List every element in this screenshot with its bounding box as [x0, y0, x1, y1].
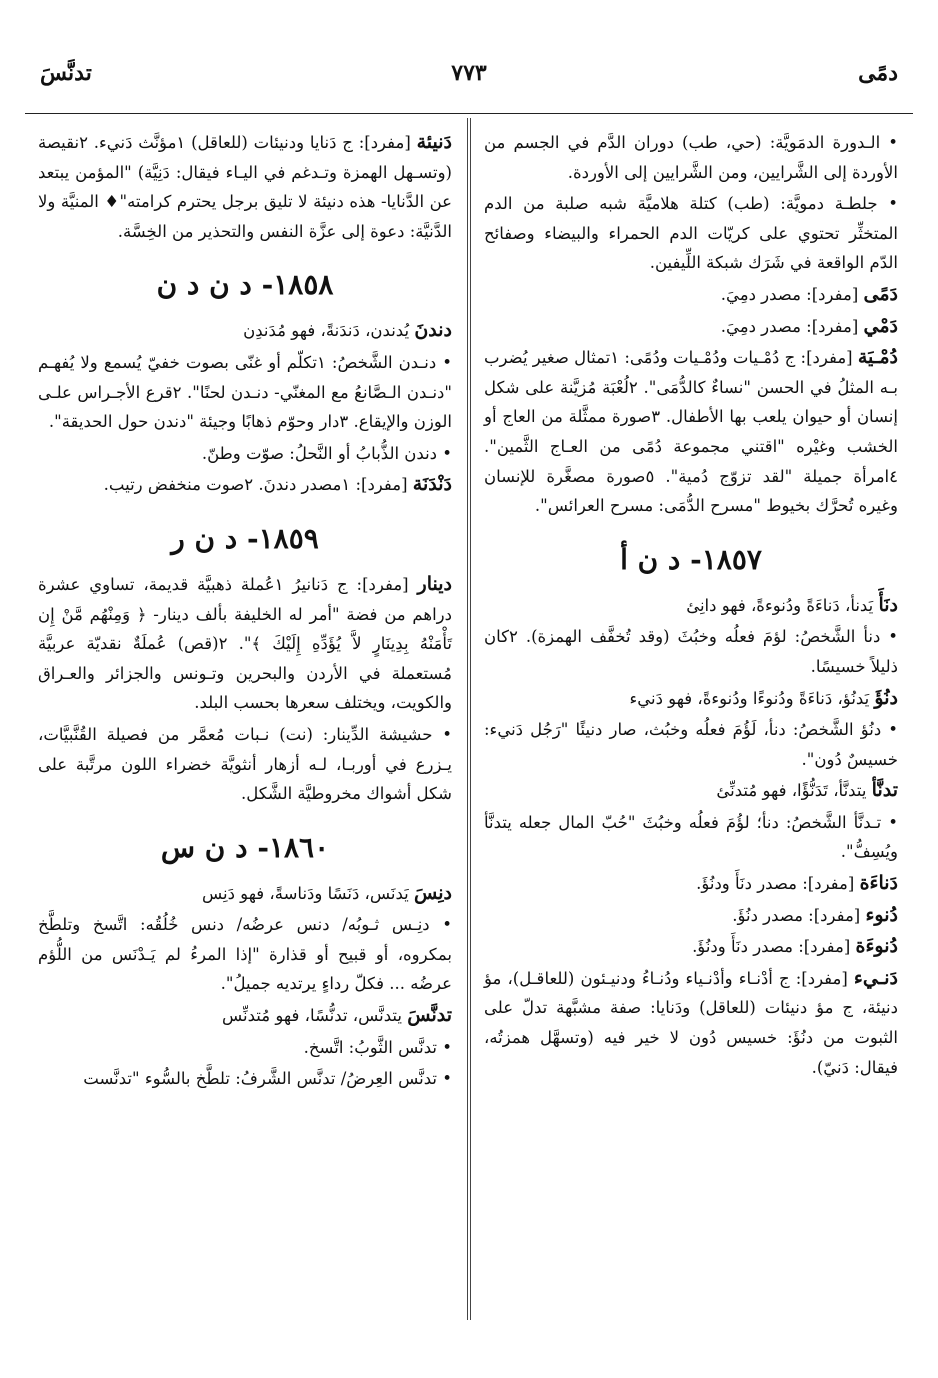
dictionary-entry	[484, 964, 898, 1082]
entry-headword: دَمًى	[863, 282, 898, 305]
definition-paragraph: • الـدورة الدمَويَّة: (حي، طب) دوران الدَّم في الجسم من الأوردة إلى الشَّرايين، ومن الشَّرايين إلى الأوردة.	[484, 133, 898, 182]
entry-definition: [مفرد]: ج دَنانيرُ ١عُملة ذهبيَّة قديمة، تساوي عشرة دراهم من فضة "أمر له الخليفة بألف دينار- ﴿ وَمِنْهُم مَّنْ إِن تَأْمَنْهُ بِدِينَارٍ لاَّ يُؤَدِّهِ إِلَيْكَ ﴾". ٢(قص) عُملَةٌ نقديّة عربيَّة مُستعملة في الأردن والبحرين وتـونس والجزائر والعـراق والكويت، ويختلف سعرها بحسب البلد.	[38, 574, 453, 713]
definition-paragraph: • تدنَّس العِرضُ/ تدنَّس الشَّرفُ: تلطَّخ بالسُّوء "تدنَّست	[83, 1069, 452, 1089]
entry-headword: دَنـيء	[853, 966, 899, 989]
entry-headword: دَمْي	[863, 314, 898, 337]
entry-definition: يَدنَس، دَنَسًا ودَناسةً، فهو دَنِس	[201, 883, 409, 903]
dictionary-entry	[484, 591, 898, 621]
dictionary-entry	[484, 776, 898, 806]
dictionary-entry	[484, 343, 898, 521]
root-heading: ١٨٥٨- د ن د ن	[156, 268, 334, 302]
dictionary-entry	[38, 470, 452, 500]
root-heading: ١٨٦٠- د ن س	[160, 830, 330, 864]
header-right-word: دمًى	[858, 60, 898, 86]
definition-paragraph: • تـدنَّأ الشَّخصُ: دنأ؛ لؤُمَ فعلُه وخبُثَ "حُبّ المال جعله يتدنَّأ ويُسِفُّ".	[484, 812, 898, 862]
definition-paragraph: • حشيشة الدِّينار: (نت) نـبات مُعمَّر من فصيلة القُنَّبيَّات، يـزرع في أوربـا، لـه أزهار أنثويَّة خضراء اللون مرتَّبة على شكل أشواك مخروطيَّة الشَّكل.	[38, 724, 452, 804]
definition-paragraph: • دنأ الشَّخصُ: لؤمَ فعلُه وخبُثَ (وقد تُخفَّف الهمزة). ٢كان ذليلاً خسيسًا.	[484, 627, 898, 676]
entry-headword: دَنيئة	[416, 131, 453, 153]
dictionary-entry	[38, 570, 452, 718]
entry-headword: دنِسَ	[414, 881, 452, 904]
entry-definition: يَدنُؤ، دَناءَةً ودُنوءًا ودُنوءةً، فهو دَنيء	[629, 688, 870, 708]
dictionary-entry	[38, 316, 452, 346]
entry-definition: [مفرد]: مصدر دمِيَ.	[720, 316, 859, 336]
entry-headword: دُنوء	[865, 903, 898, 926]
entry-definition: يتدنَّس، تدنُّسًا، فهو مُتدنِّس	[222, 1006, 402, 1026]
entry-definition: يُدندن، دَندَنةً، فهو مُدَندِن	[243, 321, 410, 341]
entry-headword: تدنَّأ	[871, 779, 898, 802]
entry-headword: دُمْـيَة	[857, 346, 898, 369]
entry-definition: [مفرد]: ج دَنايا ودنيئات (للعاقل) ١مؤنَّث دَنيء. ٢نقيصة (وتسـهل الهمزة وتـدغم في اليـاء فيقال: دَنِيَّة) "المؤمن يبتعد عن الدَّنايا- هذه دنيئة لا تليق برجل يحترم كرامته"♦ المنيَّة ولا الدَّنيَّة: دعوة إلى عزَّة النفس والتحذير من الخِسَّة.	[38, 133, 452, 241]
entry-definition: [مفرد]: مصدر دنُؤَ.	[732, 905, 861, 925]
dictionary-entry	[38, 1001, 452, 1031]
page-number: ٧٧٣	[451, 60, 487, 86]
entry-definition: [مفرد]: ج أدْنـاء وأدْنـياء ودُنـاءُ ودنيـئون (للعاقـل)، مؤ دنيئة، ج مؤ دنيئات (للعاقل) ودَنايا: صفة مشبَّهة تدلّ على الثبوت من دنُؤَ: خسيس دُون لا خير فيه (وتسهَّل همزتُه، فيقال: دَنيّ).	[484, 968, 898, 1077]
definition-paragraph: • دنـدن الشَّخصُ: ١تكلّم أو غنّى بصوت خفيّ يُسمع ولا يُفهـم "دنـدن الـصَّانعُ مع المغنّي- دنـدن لحنًا". ٢قرع الأجـراس علـى الوزن والإيقاع. ٣دار وحوّم ذهابًا وجيئة "دندن حول الحديقة".	[38, 352, 452, 432]
entry-definition: يَدنأ، دَناءَةً ودُنوءةً، فهو دانِئ	[686, 595, 874, 615]
dictionary-entry	[484, 312, 898, 342]
root-heading: ١٨٥٩- د ن ر	[171, 521, 319, 555]
definition-paragraph: • تدنَّس الثَّوبُ: اتَّسخ.	[303, 1037, 452, 1057]
entry-headword: دُنوءَة	[855, 935, 898, 958]
definition-paragraph: • دندن الذُّبابُ أو النَّحلُ: صوّت وطنّ.	[201, 443, 452, 463]
dictionary-entry	[38, 879, 452, 909]
dictionary-entry	[38, 128, 452, 246]
entry-definition: [مفرد]: مصدر دنَأَ ودنُؤَ.	[696, 874, 855, 894]
dictionary-entry	[484, 280, 898, 310]
entry-headword: دَنْدَنَة	[412, 473, 452, 496]
entry-definition: [مفرد]: مصدر دنَأَ ودنُؤَ.	[692, 937, 851, 957]
entry-headword: دنُؤَ	[874, 686, 898, 709]
column-divider	[467, 118, 468, 1320]
entry-definition: [مفرد]: ١مصدر دندنَ. ٢صوت منخفض رتيب.	[103, 475, 408, 495]
entry-headword: دندنَ	[414, 319, 452, 342]
definition-paragraph: • جلطـة دمويَّة: (طب) كتلة هلاميَّة شبه صلبة من الدم المتخثِّر تحتوي على كريّات الدم الحمراء والبيضاء وصفائح الدّم الواقعة في شَرَك شبكة اللِّيفين.	[484, 194, 898, 273]
entry-headword: دينار	[417, 572, 452, 595]
header-left-word: تدنَّسَ	[40, 60, 92, 86]
entry-headword: تدنَّسَ	[407, 1004, 452, 1027]
root-heading: ١٨٥٧- د ن أ	[620, 542, 762, 576]
definition-paragraph: • دنُؤ الشَّخصُ: دنأ، لَؤُمَ فعلُه وخبُث، صار دنيئًا "رَجُل دَنيء: خسيسٌ دُون".	[484, 720, 898, 769]
entry-definition: [مفرد]: مصدر دمِيَ.	[720, 284, 859, 304]
entry-definition: يتدنَّأ، تَدَنُّؤًا، فهو مُتدنِّئ	[716, 781, 867, 801]
entry-definition: [مفرد]: ج دُمْـيات ودُمْـيات ودُمًى: ١تمثال صغير يُضرب بـه المثلُ في الحسن "نساءٌ كالدُّمَى". ٢لُعْبَة مُزيَّنة على شكل إنسان أو حيوان يلعب بها الأطفال. ٣صورة ممثَّلة من العاج أو الخشب وغيْره "اقتني مجموعة دُمًى من العـاج الثَّمين". ٤امرأة جميلة "لقد تزوّج دُمية". ٥صورة مصغَّرة للإنسان وغيره تُحرَّك بخيوط "مسرح الدُّمَى: مسرح العرائس".	[484, 348, 899, 516]
dictionary-entry	[484, 901, 898, 931]
dictionary-entry	[484, 869, 898, 899]
entry-headword: دنَأَ	[878, 593, 898, 616]
right-column	[484, 128, 898, 1084]
entry-headword: دَناءَة	[859, 872, 898, 895]
dictionary-entry	[484, 932, 898, 962]
left-column	[38, 128, 452, 1096]
definition-paragraph: • دنِـس ثـوبُه/ دنس عرضُه/ دنس خُلُقُه: اتَّسخ وتلطَّخ بمكروه، أو قبيح أو قذارة "إذا المرءُ لم يَـدْنَس من اللُّؤم عرضُه ... فكلّ رداءٍ يرتديه جميلُ".	[38, 915, 452, 994]
header-rule	[25, 113, 913, 114]
dictionary-entry	[484, 684, 898, 714]
page-header	[40, 60, 898, 100]
